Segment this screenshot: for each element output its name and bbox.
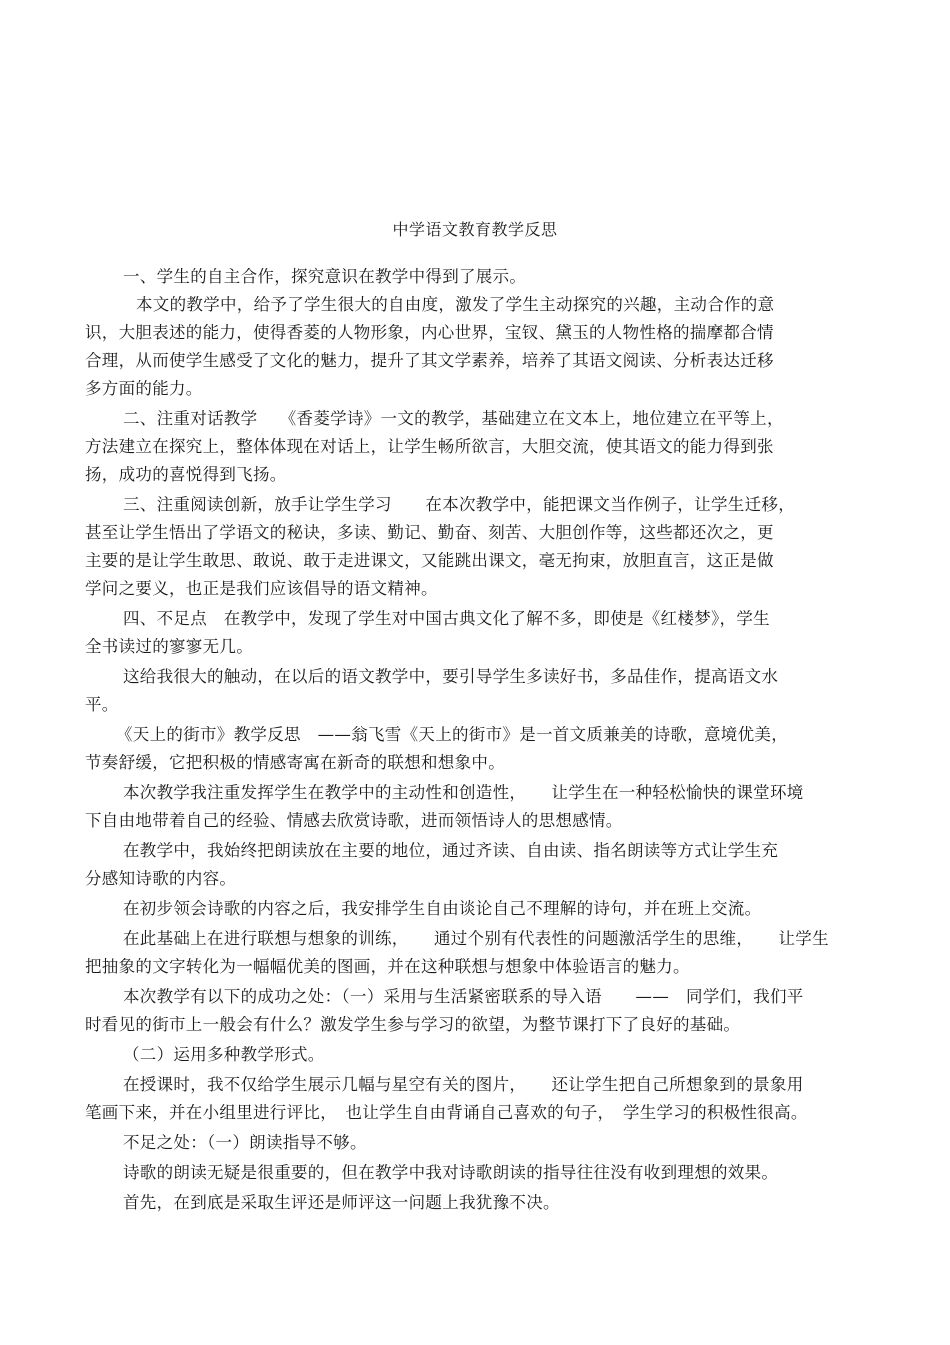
- text-line: 全书读过的寥寥无几。: [85, 637, 253, 656]
- text-line: 首先，在到底是采取生评还是师评这一问题上我犹豫不决。: [123, 1193, 560, 1212]
- text-line: 诗歌的朗读无疑是很重要的，但在教学中我对诗歌朗读的指导往往没有收到理想的效果。: [123, 1163, 779, 1182]
- text-line: 本次教学有以下的成功之处：（一）采用与生活紧密联系的导入语 —— 同学们，我们平: [123, 987, 804, 1006]
- text-line: 节奏舒缓，它把积极的情感寄寓在新奇的联想和想象中。: [85, 753, 505, 772]
- text-line: 不足之处：（一）朗读指导不够。: [123, 1133, 367, 1152]
- text-line: 本次教学我注重发挥学生在教学中的主动性和创造性， 让学生在一种轻松愉快的课堂环境: [123, 783, 804, 802]
- text-line: 方法建立在探究上，整体体现在对话上，让学生畅所欲言，大胆交流，使其语文的能力得到张: [85, 437, 774, 456]
- text-line: 合理，从而使学生感受了文化的魅力，提升了其文学素养，培养了其语文阅读、分析表达迁移: [85, 351, 774, 370]
- text-line: 甚至让学生悟出了学语文的秘诀，多读、勤记、勤奋、刻苦、大胆创作等，这些都还次之，更: [85, 523, 774, 542]
- text-line: 在教学中，我始终把朗读放在主要的地位，通过齐读、自由读、指名朗读等方式让学生充: [123, 841, 779, 860]
- text-line: 学问之要义，也正是我们应该倡导的语文精神。: [85, 579, 438, 598]
- text-line: 多方面的能力。: [85, 379, 203, 398]
- text-line: 笔画下来，并在小组里进行评比， 也让学生自由背诵自己喜欢的句子， 学生学习的积极性很高。: [85, 1103, 808, 1122]
- text-line: 识，大胆表述的能力，使得香菱的人物形象，内心世界，宝钗、黛玉的人物性格的揣摩都合情: [85, 323, 774, 342]
- text-line: 在初步领会诗歌的内容之后，我安排学生自由谈论自己不理解的诗句，并在班上交流。: [123, 899, 762, 918]
- text-line: 四、不足点 在教学中，发现了学生对中国古典文化了解不多，即使是《红楼梦》，学生: [123, 609, 770, 628]
- text-line: 这给我很大的触动，在以后的语文教学中，要引导学生多读好书，多品佳作，提高语文水: [123, 667, 779, 686]
- text-line: 在此基础上在进行联想与想象的训练， 通过个别有代表性的问题激活学生的思维， 让学生: [123, 929, 829, 948]
- text-line: 把抽象的文字转化为一幅幅优美的图画，并在这种联想与想象中体验语言的魅力。: [85, 957, 690, 976]
- text-line: 主要的是让学生敢思、敢说、敢于走进课文，又能跳出课文，毫无拘束，放胆直言，这正是做: [85, 551, 774, 570]
- text-line: 在授课时，我不仅给学生展示几幅与星空有关的图片， 还让学生把自己所想象到的景象用: [123, 1075, 804, 1094]
- text-line: 三、注重阅读创新，放手让学生学习 在本次教学中，能把课文当作例子，让学生迁移，: [123, 495, 795, 514]
- text-line: 《天上的街市》教学反思 ——翁飞雪《天上的街市》是一首文质兼美的诗歌，意境优美，: [116, 725, 788, 744]
- text-line: 扬，成功的喜悦得到飞扬。: [85, 465, 287, 484]
- text-line: 二、注重对话教学 《香菱学诗》一文的教学，基础建立在文本上，地位建立在平等上，: [123, 409, 784, 428]
- text-line: 本文的教学中，给予了学生很大的自由度，激发了学生主动探究的兴趣，主动合作的意: [136, 295, 775, 314]
- text-line: 平。: [85, 695, 119, 714]
- document-title: 中学语文教育教学反思: [392, 220, 558, 239]
- text-line: （二）运用多种教学形式。: [123, 1045, 325, 1064]
- text-line: 一、学生的自主合作，探究意识在教学中得到了展示。: [123, 267, 527, 286]
- text-line: 下自由地带着自己的经验、情感去欣赏诗歌，进而领悟诗人的思想感情。: [85, 811, 623, 830]
- text-line: 时看见的街市上一般会有什么？激发学生参与学习的欲望，为整节课打下了良好的基础。: [85, 1015, 741, 1034]
- text-line: 分感知诗歌的内容。: [85, 869, 237, 888]
